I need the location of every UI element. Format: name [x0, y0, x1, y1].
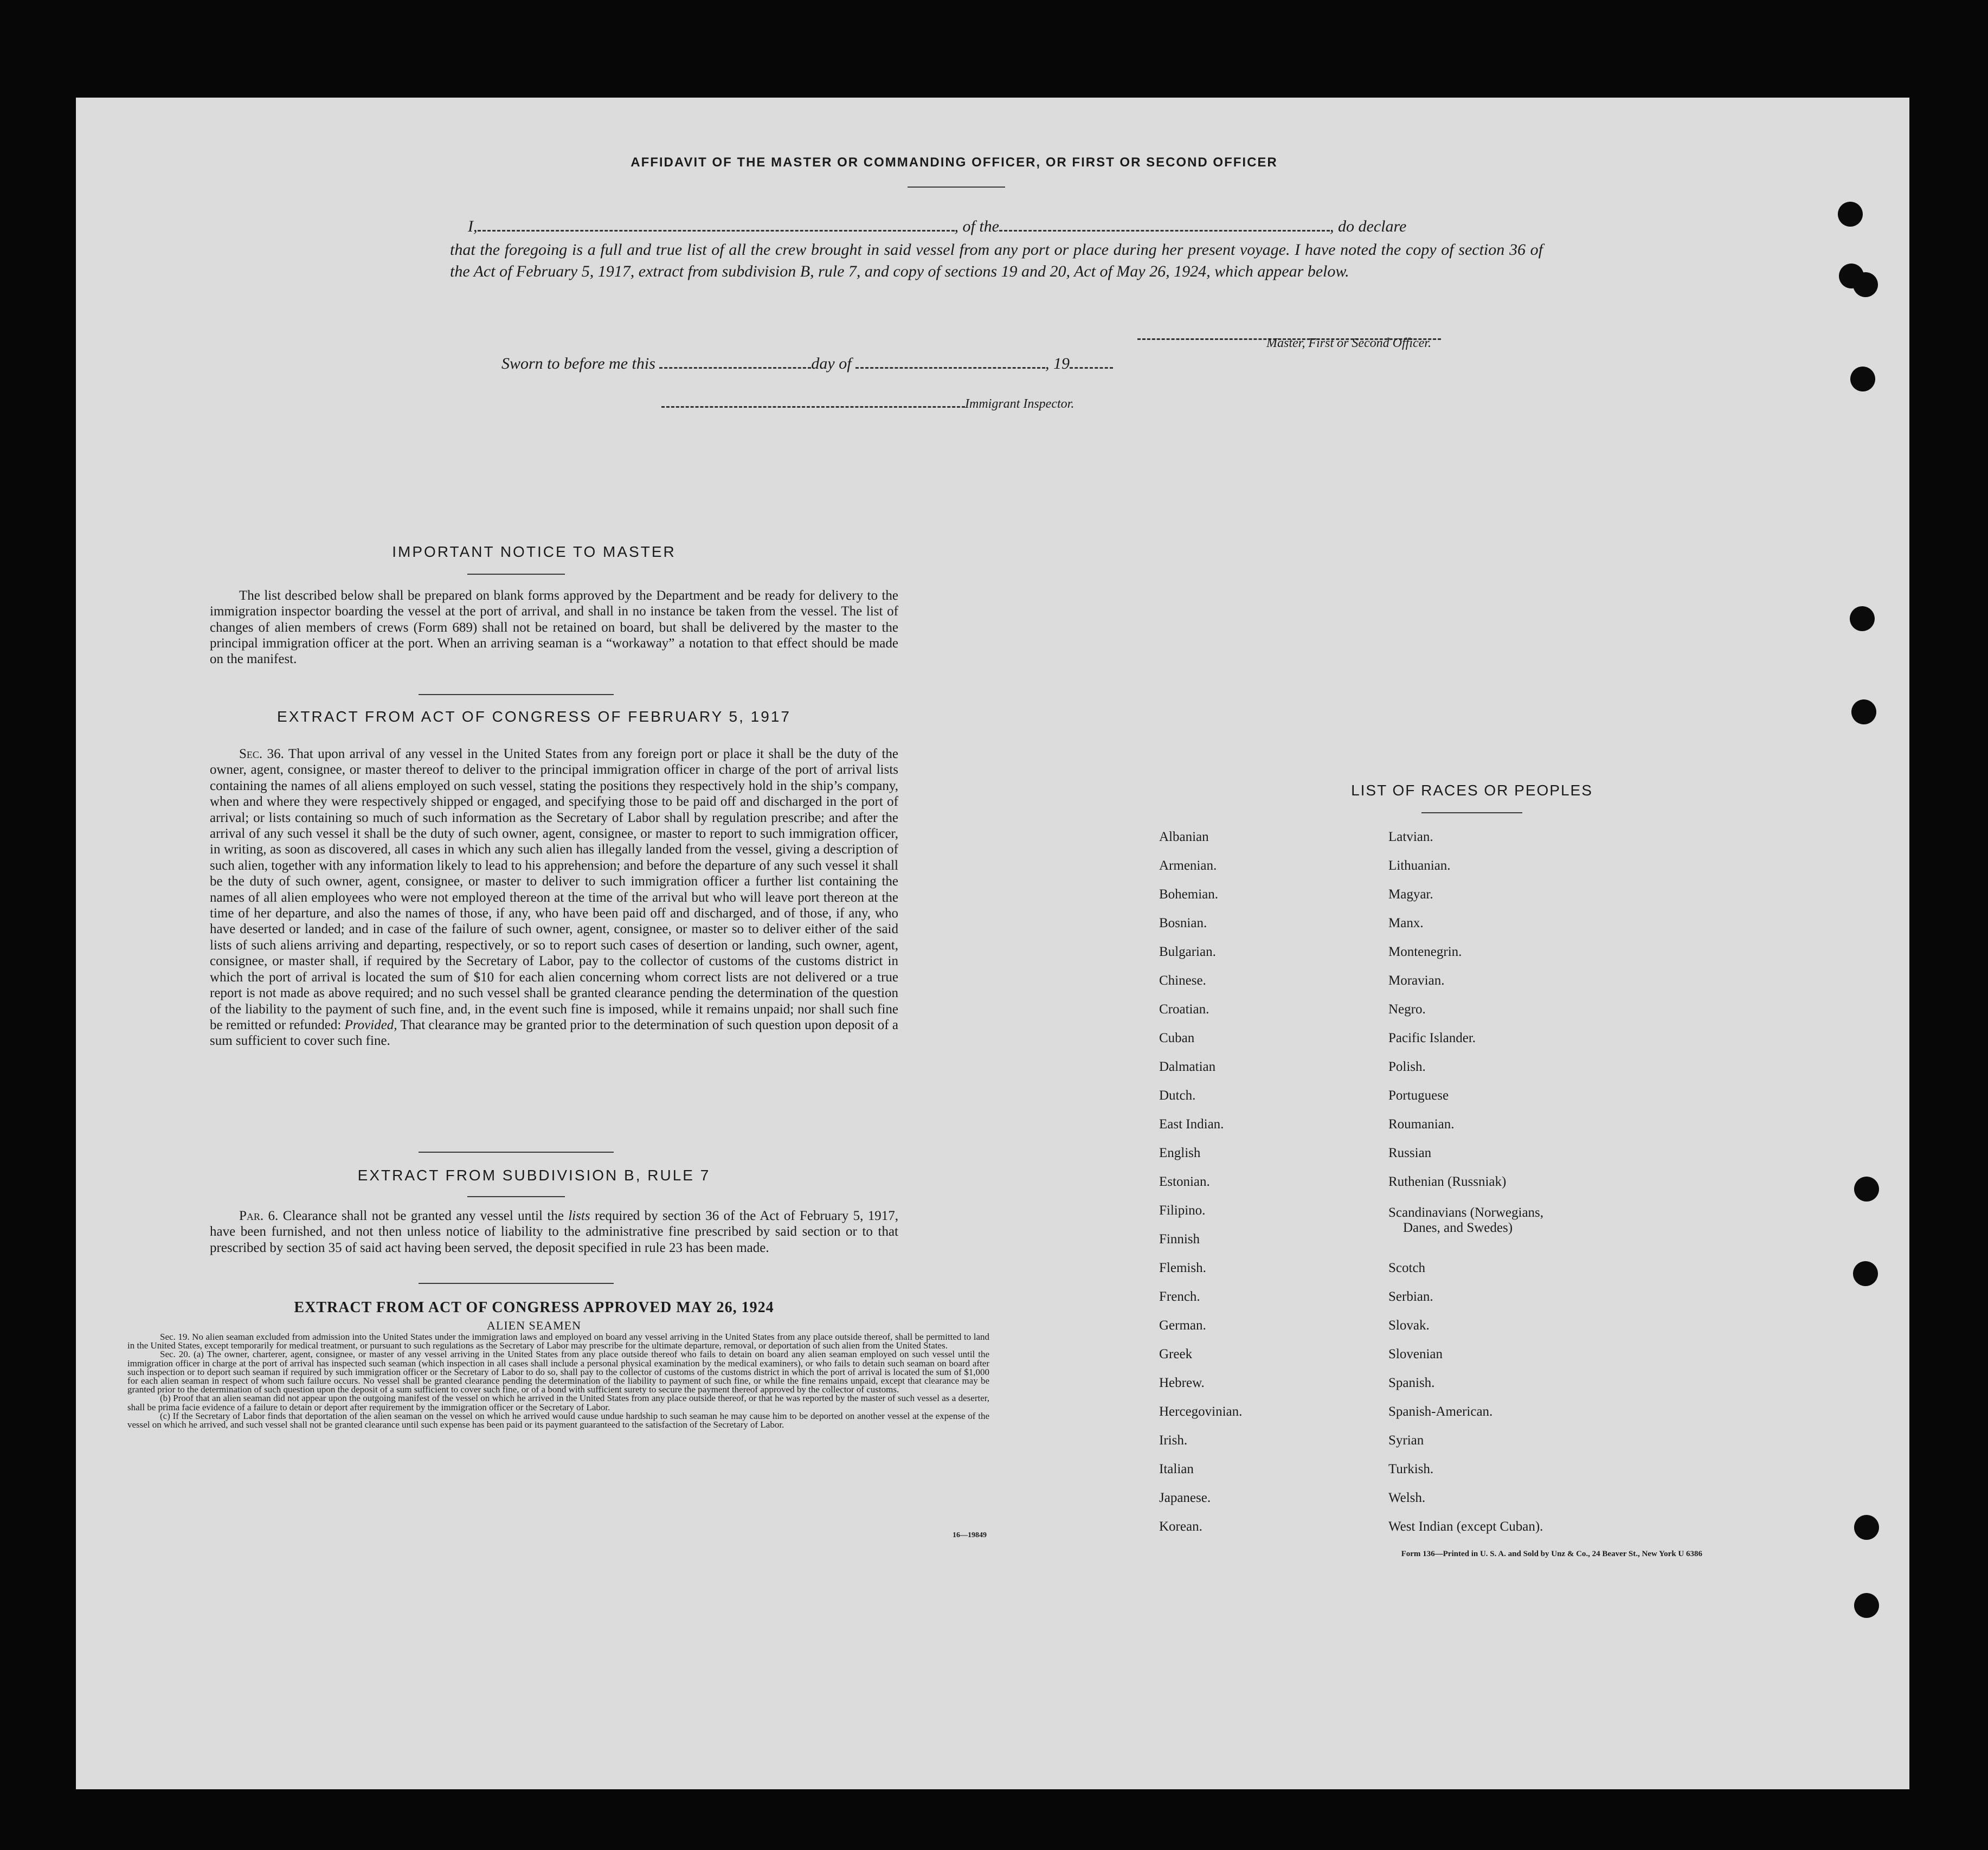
- declaration-text: that the foregoing is a full and true list of all the crew brought in said vessel from any port or place during her present voyage. I have noted the copy of section 36 of the Act of February 5, 1917, extract from subdivision B, rule 7, and copy of sections 19 and 20, Act of May 26, 1924, which appear below.: [450, 241, 1543, 280]
- section-36-body: That upon arrival of any vessel in the United States from any foreign port or place it shall be the duty of the owner, agent, consignee, or master thereof to deliver to the principal immigration officer in charge of the port of arrival lists containing the names of all aliens employed on such vessel, stating the positions they respectively hold in the ship’s company, when and where they were respectively shipped or engaged, and specifying those to be paid off and discharged in the port of arrival; or lists containing so much of such information as the Secretary of Labor shall by regulation prescribe; and after the arrival of any such vessel it shall be the duty of such owner, agent, consignee, or master to report to such immigration officer, in writing, as soon as discovered, all cases in which any such alien has illegally landed from the vessel, giving a description of such alien, together with any information likely to lead to his apprehension; and before the departure of any such vessel it shall be the duty of such owner, agent, consignee, or master to deliver to such immigration officer a further list containing the names of all alien employees who were not employed thereon at the time of the arrival but who will leave port thereon at the time of her departure, and also the names of those, if any, who have been paid off and discharged, and of those, if any, who have deserted or landed; and in case of the failure of such owner, agent, consignee, or master so to deliver either of the said lists of such aliens arriving and departing, respectively, or so to report such cases of desertion or landing, such owner, agent, consignee, or master shall, if required by the Secretary of Labor, pay to the collector of customs of the customs district in which the port of arrival is located the sum of $10 for each alien concerning whom correct lists are not delivered or a true report is not made as above required; and no such vessel shall be granted clearance pending the determination of the question of the liability to the payment of such fine, and, in the event such fine is imposed, while it remains unpaid; nor shall such fine be remitted or refunded:: [210, 747, 898, 1032]
- sworn-year-field[interactable]: [1070, 354, 1113, 369]
- race-item: Montenegrin.: [1388, 945, 1462, 959]
- race-item: Portuguese: [1388, 1088, 1449, 1103]
- race-item: Slovak.: [1388, 1318, 1430, 1333]
- race-item: Italian: [1159, 1462, 1194, 1476]
- race-item: Hebrew.: [1159, 1376, 1205, 1390]
- race-item: Syrian: [1388, 1433, 1424, 1448]
- vessel-name-field[interactable]: [999, 217, 1330, 232]
- race-item: English: [1159, 1146, 1201, 1160]
- punch-hole: [1854, 1515, 1879, 1540]
- race-item: Flemish.: [1159, 1261, 1206, 1275]
- race-item: Pacific Islander.: [1388, 1031, 1476, 1045]
- extract-1917-text: [210, 746, 898, 1049]
- race-item: Bulgarian.: [1159, 945, 1216, 959]
- race-item: Latvian.: [1388, 830, 1433, 844]
- punch-hole: [1854, 1593, 1879, 1618]
- race-item: Bosnian.: [1159, 916, 1207, 930]
- declare-label: , do declare: [1330, 217, 1407, 235]
- section-20c-text: (c) If the Secretary of Labor finds that deportation of the alien seaman on the vessel on which he arrived would cause undue hardship to such seaman he may cause him to be deported on another vessel at the expense of the vessel on which he arrived, and such vessel shall not be granted clearance until such expense has been paid or its payment guaranteed to the satisfaction of the Secretary of Labor.: [127, 1410, 989, 1430]
- race-item: Hercegovinian.: [1159, 1404, 1243, 1419]
- notice-text: The list described below shall be prepared on blank forms approved by the Department and be ready for delivery to the immigration inspector boarding the vessel at the port of arrival, and shall in no instance be taken from the vessel. The list of changes of alien members of crews (Form 689) shall not be retained on board, but shall be delivered by the master to the principal immigration officer at the port. When an arriving seaman is a “workaway” a notation to that effect should be made on the manifest.: [210, 588, 898, 667]
- extract-rule7-title: EXTRACT FROM SUBDIVISION B, RULE 7: [357, 1167, 711, 1184]
- race-item: Scandinavians (Norwegians,: [1388, 1205, 1544, 1220]
- race-item: Ruthenian (Russniak): [1388, 1174, 1507, 1189]
- race-item: Filipino.: [1159, 1203, 1206, 1218]
- notice-title: IMPORTANT NOTICE TO MASTER: [392, 543, 676, 560]
- race-item: Greek: [1159, 1347, 1193, 1361]
- affidavit-title: AFFIDAVIT OF THE MASTER OR COMMANDING OFFICER, OR FIRST OR SECOND OFFICER: [631, 155, 1278, 170]
- race-item: Albanian: [1159, 830, 1209, 844]
- race-item: Polish.: [1388, 1059, 1426, 1074]
- lists-word: lists: [568, 1209, 590, 1223]
- race-item: Estonian.: [1159, 1174, 1210, 1189]
- rule7-body-a: Clearance shall not be granted any vessel until the: [282, 1209, 564, 1223]
- sworn-label: Sworn to before me this: [501, 355, 655, 372]
- form-page: [76, 98, 1909, 1789]
- inspector-signature-field[interactable]: [661, 397, 965, 408]
- divider: [908, 187, 1005, 188]
- declaration-line: [468, 217, 1543, 236]
- race-item: Bohemian.: [1159, 887, 1219, 902]
- race-item: West Indian (except Cuban).: [1388, 1519, 1543, 1534]
- race-item: Cuban: [1159, 1031, 1195, 1045]
- declarant-name-field[interactable]: [478, 217, 955, 232]
- race-item: Armenian.: [1159, 858, 1217, 873]
- race-item: Spanish.: [1388, 1376, 1435, 1390]
- race-item: French.: [1159, 1289, 1200, 1304]
- sworn-line: [501, 354, 1260, 373]
- race-item: Serbian.: [1388, 1289, 1433, 1304]
- sworn-day-field[interactable]: [659, 354, 811, 369]
- race-item: Chinese.: [1159, 973, 1206, 988]
- section-20a-text: Sec. 20. (a) The owner, charterer, agent, consignee, or master of any vessel arriving in the United States from any place outside thereof who fails to detain on board any alien seaman employed on such vessel until the immigration officer in charge at the port of arrival has inspected such seaman (which inspection in all cases shall include a personal physical examination by the medical examiners), or who fails to detain such seaman on board after such inspection or to deport such seaman if required by such immigration officer or the Secretary of Labor to do so, shall pay to the collector of customs of the customs district in which the port of arrival is located the sum of $1,000 for each alien seaman in respect of whom such failure occurs. No vessel shall be granted clearance pending the determination of the liability to payment of such fine, or while the fine remains unpaid, except that clearance may be granted prior to the determination of such question upon the deposit of a sum sufficient to cover such fine, or of a bond with sufficient surety to secure the payment thereof approved by the collector of customs.: [127, 1349, 989, 1395]
- race-item: Moravian.: [1388, 973, 1445, 988]
- rule7-body-b: required by section 36 of the Act of February 5, 1917, have been furnished, and not then unless notice of liability to the administrative fine prescribed by said section or to that prescribed by section 35 of said act having been served, the deposit specified in rule 23 has been made.: [210, 1209, 899, 1255]
- provided-label: Provided,: [344, 1017, 397, 1032]
- race-item: Roumanian.: [1388, 1117, 1455, 1132]
- races-title: LIST OF RACES OR PEOPLES: [1351, 782, 1593, 799]
- race-item: Lithuanian.: [1388, 858, 1451, 873]
- punch-hole: [1838, 202, 1863, 227]
- punch-hole: [1850, 367, 1875, 391]
- race-item: Finnish: [1159, 1232, 1200, 1247]
- punch-hole: [1853, 272, 1878, 297]
- race-item: Korean.: [1159, 1519, 1202, 1534]
- divider: [467, 574, 565, 575]
- divider: [1421, 812, 1522, 813]
- vessel-label: , of the: [954, 217, 999, 235]
- race-item-continuation: Danes, and Swedes): [1403, 1221, 1513, 1235]
- race-item: Welsh.: [1388, 1491, 1426, 1505]
- extract-1917-title: EXTRACT FROM ACT OF CONGRESS OF FEBRUARY 5, 1917: [277, 708, 791, 725]
- divider: [419, 1152, 614, 1153]
- race-item: Magyar.: [1388, 887, 1433, 902]
- race-item: Irish.: [1159, 1433, 1188, 1448]
- race-item: East Indian.: [1159, 1117, 1224, 1132]
- extract-rule7-text: [210, 1208, 898, 1256]
- race-item: German.: [1159, 1318, 1206, 1333]
- form-footer: Form 136—Printed in U. S. A. and Sold by Unz & Co., 24 Beaver St., New York U 6386: [1401, 1550, 1702, 1558]
- divider: [419, 1283, 614, 1284]
- divider: [419, 694, 614, 695]
- race-item: Croatian.: [1159, 1002, 1209, 1017]
- race-item: Turkish.: [1388, 1462, 1434, 1476]
- master-signature-label: Master, First or Second Officer.: [1266, 336, 1431, 350]
- extract-1924-text: [127, 1333, 989, 1429]
- inspector-label: Immigrant Inspector.: [965, 397, 1075, 411]
- punch-hole: [1854, 1177, 1879, 1202]
- race-item: Slovenian: [1388, 1347, 1443, 1361]
- paragraph-label: Par. 6.: [239, 1209, 279, 1223]
- race-item: Scotch: [1388, 1261, 1426, 1275]
- declarant-label: I,: [468, 217, 478, 235]
- divider: [467, 1196, 565, 1197]
- section-label: Sec. 36.: [239, 747, 284, 761]
- race-item: Dutch.: [1159, 1088, 1196, 1103]
- sworn-day-label: day of: [811, 355, 852, 372]
- race-item: Manx.: [1388, 916, 1424, 930]
- extract-1924-title: EXTRACT FROM ACT OF CONGRESS APPROVED MAY 26, 1924: [294, 1299, 774, 1316]
- sworn-year-label: , 19: [1045, 355, 1070, 372]
- sworn-month-field[interactable]: [855, 354, 1045, 369]
- section-36-end: That clearance may be granted prior to the determination of such question upon deposit of a sum sufficient to cover such fine.: [210, 1017, 898, 1049]
- race-item: Japanese.: [1159, 1491, 1211, 1505]
- punch-hole: [1851, 699, 1876, 724]
- form-code: 16—19849: [953, 1531, 987, 1539]
- section-20b-text: (b) Proof that an alien seaman did not appear upon the outgoing manifest of the vessel on which he arrived in the United States from any place outside thereof, or that he was reported by the master of such vessel as a deserter, shall be prima facie evidence of a failure to detain or deport after requirement by the immigration officer or the Secretary of Labor.: [127, 1393, 989, 1412]
- section-19-text: Sec. 19. No alien seaman excluded from admission into the United States under the immigration laws and employed on board any vessel arriving in the United States from any place outside thereof, shall be permitted to land in the United States, except temporarily for medical treatment, or pursuant to such regulations as the Secretary of Labor may prescribe for the ultimate departure, removal, or deportation of such alien from the United States.: [127, 1332, 989, 1351]
- race-item: Russian: [1388, 1146, 1432, 1160]
- race-item: Dalmatian: [1159, 1059, 1216, 1074]
- race-item: Spanish-American.: [1388, 1404, 1493, 1419]
- alien-seamen-subtitle: ALIEN SEAMEN: [487, 1319, 581, 1332]
- race-item: Negro.: [1388, 1002, 1426, 1017]
- inspector-line: [661, 397, 1204, 412]
- punch-hole: [1850, 606, 1875, 631]
- punch-hole: [1853, 1261, 1878, 1286]
